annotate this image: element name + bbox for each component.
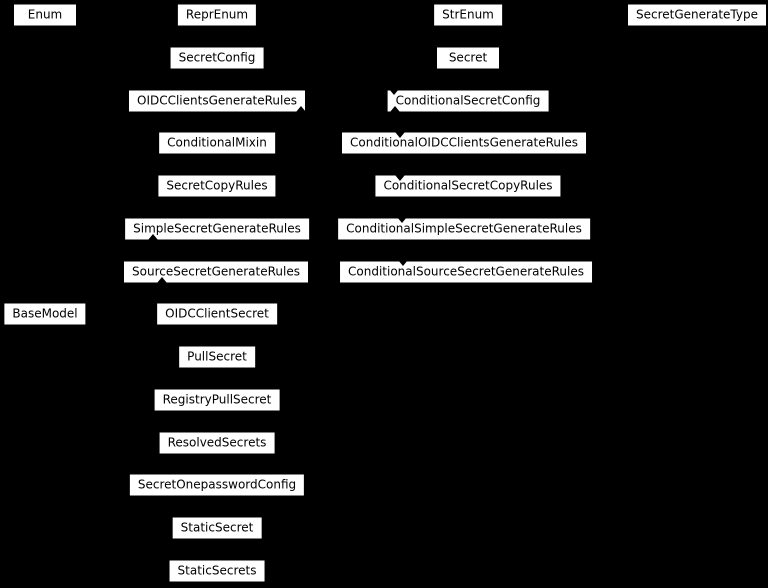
class-node-ResolvedSecrets[interactable]: ResolvedSecrets [160,432,275,453]
class-node-ConditionalOIDCClientsGenerateRules[interactable]: ConditionalOIDCClientsGenerateRules [342,133,586,154]
arrowhead-mark [390,106,400,112]
arrowhead-mark [296,106,306,112]
arrowhead-mark [84,320,94,326]
class-node-ConditionalSecretCopyRules[interactable]: ConditionalSecretCopyRules [375,176,560,197]
class-node-SimpleSecretGenerateRules[interactable]: SimpleSecretGenerateRules [125,218,309,239]
arrowhead-mark [397,217,407,223]
class-node-SecretOnepasswordConfig[interactable]: SecretOnepasswordConfig [130,475,304,496]
class-node-ConditionalSimpleSecretGenerateRules[interactable]: ConditionalSimpleSecretGenerateRules [338,218,590,239]
arrowhead-mark [395,175,405,181]
class-node-PullSecret[interactable]: PullSecret [179,347,255,368]
arrowhead-mark [148,234,158,240]
arrowhead-mark [157,277,167,283]
class-node-RegistryPullSecret[interactable]: RegistryPullSecret [155,389,280,410]
class-node-ConditionalSourceSecretGenerateRules[interactable]: ConditionalSourceSecretGenerateRules [340,261,592,282]
class-node-SourceSecretGenerateRules[interactable]: SourceSecretGenerateRules [124,261,308,282]
class-node-OIDCClientSecret[interactable]: OIDCClientSecret [157,304,277,325]
class-node-BaseModel[interactable]: BaseModel [4,304,85,325]
class-node-SecretConfig[interactable]: SecretConfig [171,47,264,68]
arrowhead-mark [395,132,405,138]
arrowhead-mark [398,260,408,266]
class-node-SecretGenerateType[interactable]: SecretGenerateType [628,5,766,26]
class-node-Secret[interactable]: Secret [437,47,499,68]
class-node-Enum[interactable]: Enum [14,5,76,26]
class-node-ReprEnum[interactable]: ReprEnum [178,5,256,26]
class-node-StaticSecrets[interactable]: StaticSecrets [170,561,265,582]
class-node-StrEnum[interactable]: StrEnum [434,5,502,26]
class-node-StaticSecret[interactable]: StaticSecret [173,518,262,539]
class-node-ConditionalSecretConfig[interactable]: ConditionalSecretConfig [388,90,549,111]
class-node-ConditionalMixin[interactable]: ConditionalMixin [159,133,275,154]
arrowhead-mark [389,89,399,95]
class-node-SecretCopyRules[interactable]: SecretCopyRules [158,176,275,197]
class-node-OIDCClientsGenerateRules[interactable]: OIDCClientsGenerateRules [129,90,305,111]
